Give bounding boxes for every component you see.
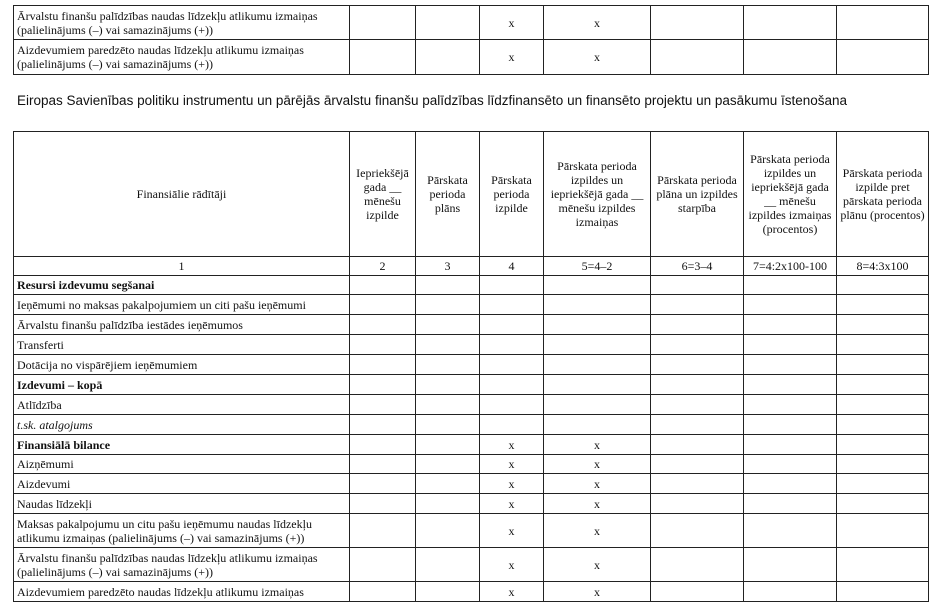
table-row	[14, 355, 929, 375]
cell-col-5	[544, 315, 651, 335]
cell-col-5	[544, 295, 651, 315]
empty-cell	[744, 295, 837, 315]
empty-cell	[837, 355, 929, 375]
empty-cell	[651, 40, 744, 75]
empty-cell	[744, 6, 837, 40]
column-number-row	[14, 257, 929, 276]
table-row	[14, 375, 929, 395]
empty-cell	[416, 435, 480, 455]
cell-col-4	[480, 295, 544, 315]
empty-cell	[837, 40, 929, 75]
cell-col-5	[544, 375, 651, 395]
empty-cell	[350, 494, 416, 514]
cell-col-5: x	[544, 6, 651, 40]
row-label: Maksas pakalpojumu un citu pašu ieņēmumu naudas līdzekļu atlikumu izmaiņas (palielinājums (–) vai samazinājums (+))	[14, 514, 350, 548]
table-row	[14, 548, 929, 582]
empty-cell	[651, 6, 744, 40]
empty-cell	[837, 6, 929, 40]
empty-cell	[350, 315, 416, 335]
section-heading: Eiropas Savienības politiku instrumentu un pārējās ārvalstu finanšu palīdzības līdzfinansēto un finansēto projektu un pasākumu īstenošana	[17, 93, 848, 108]
cell-col-4: x	[480, 514, 544, 548]
empty-cell	[651, 435, 744, 455]
empty-cell	[416, 6, 480, 40]
empty-cell	[651, 315, 744, 335]
row-label: Resursi izdevumu segšanai	[14, 276, 350, 295]
cell-col-5	[544, 415, 651, 435]
empty-cell	[416, 474, 480, 494]
empty-cell	[837, 395, 929, 415]
cell-col-4: x	[480, 40, 544, 75]
empty-cell	[837, 276, 929, 295]
empty-cell	[837, 295, 929, 315]
column-number: 7=4:2x100-100	[744, 257, 837, 276]
cell-col-5: x	[544, 514, 651, 548]
empty-cell	[651, 395, 744, 415]
cell-col-5	[544, 335, 651, 355]
empty-cell	[350, 375, 416, 395]
empty-cell	[416, 355, 480, 375]
cell-col-4	[480, 335, 544, 355]
empty-cell	[416, 40, 480, 75]
cell-col-4: x	[480, 582, 544, 602]
cell-col-5: x	[544, 582, 651, 602]
empty-cell	[837, 548, 929, 582]
empty-cell	[837, 375, 929, 395]
empty-cell	[651, 494, 744, 514]
header-col-5: Pārskata perioda izpildes un iepriekšējā gada __ mēnešu izpildes izmaiņas	[544, 132, 651, 257]
cell-col-4: x	[480, 494, 544, 514]
cell-col-4: x	[480, 455, 544, 474]
empty-cell	[416, 315, 480, 335]
empty-cell	[744, 548, 837, 582]
empty-cell	[350, 582, 416, 602]
empty-cell	[837, 514, 929, 548]
table-row	[14, 582, 929, 602]
cell-col-5: x	[544, 548, 651, 582]
cell-col-4	[480, 315, 544, 335]
empty-cell	[416, 375, 480, 395]
table-row	[14, 415, 929, 435]
column-number: 3	[416, 257, 480, 276]
empty-cell	[651, 355, 744, 375]
table-row	[14, 395, 929, 415]
financial-indicators-table	[13, 131, 929, 602]
empty-cell	[350, 355, 416, 375]
empty-cell	[837, 582, 929, 602]
empty-cell	[651, 295, 744, 315]
empty-cell	[837, 474, 929, 494]
top-table	[13, 5, 929, 75]
empty-cell	[350, 415, 416, 435]
column-number: 1	[14, 257, 350, 276]
empty-cell	[744, 415, 837, 435]
cell-col-5: x	[544, 435, 651, 455]
empty-cell	[651, 276, 744, 295]
column-number: 4	[480, 257, 544, 276]
cell-col-5: x	[544, 455, 651, 474]
empty-cell	[651, 415, 744, 435]
empty-cell	[837, 335, 929, 355]
table-row	[14, 455, 929, 474]
row-label: Aizdevumiem paredzēto naudas līdzekļu atlikumu izmaiņas	[14, 582, 350, 602]
empty-cell	[744, 494, 837, 514]
empty-cell	[350, 295, 416, 315]
table-row	[14, 40, 929, 75]
cell-col-4: x	[480, 6, 544, 40]
empty-cell	[837, 455, 929, 474]
empty-cell	[744, 355, 837, 375]
empty-cell	[744, 582, 837, 602]
empty-cell	[837, 435, 929, 455]
empty-cell	[416, 276, 480, 295]
row-label: Ārvalstu finanšu palīdzības naudas līdzekļu atlikumu izmaiņas (palielinājums (–) vai samazinājums (+))	[14, 6, 350, 40]
table-row	[14, 435, 929, 455]
empty-cell	[350, 548, 416, 582]
empty-cell	[350, 276, 416, 295]
empty-cell	[744, 514, 837, 548]
header-col-8: Pārskata perioda izpilde pret pārskata perioda plānu (procentos)	[837, 132, 929, 257]
header-col-2: Iepriekšējā gada __ mēnešu izpilde	[350, 132, 416, 257]
column-number: 6=3–4	[651, 257, 744, 276]
empty-cell	[350, 455, 416, 474]
cell-col-4	[480, 415, 544, 435]
empty-cell	[744, 474, 837, 494]
row-label: Aizdevumi	[14, 474, 350, 494]
row-label: Izdevumi – kopā	[14, 375, 350, 395]
empty-cell	[350, 335, 416, 355]
empty-cell	[350, 514, 416, 548]
empty-cell	[837, 415, 929, 435]
column-number: 2	[350, 257, 416, 276]
row-label: Aizņēmumi	[14, 455, 350, 474]
empty-cell	[416, 415, 480, 435]
row-label: Naudas līdzekļi	[14, 494, 350, 514]
empty-cell	[350, 6, 416, 40]
empty-cell	[837, 494, 929, 514]
row-label: Atlīdzība	[14, 395, 350, 415]
empty-cell	[651, 548, 744, 582]
cell-col-4: x	[480, 435, 544, 455]
row-label: Dotācija no vispārējiem ieņēmumiem	[14, 355, 350, 375]
empty-cell	[744, 40, 837, 75]
empty-cell	[837, 315, 929, 335]
row-label: Finansiālā bilance	[14, 435, 350, 455]
empty-cell	[350, 40, 416, 75]
cell-col-4	[480, 276, 544, 295]
row-label: Ārvalstu finanšu palīdzības naudas līdzekļu atlikumu izmaiņas (palielinājums (–) vai samazinājums (+))	[14, 548, 350, 582]
column-number: 5=4–2	[544, 257, 651, 276]
empty-cell	[350, 395, 416, 415]
empty-cell	[744, 435, 837, 455]
empty-cell	[416, 395, 480, 415]
cell-col-4: x	[480, 548, 544, 582]
column-number: 8=4:3x100	[837, 257, 929, 276]
empty-cell	[744, 455, 837, 474]
empty-cell	[744, 375, 837, 395]
row-label: Transferti	[14, 335, 350, 355]
empty-cell	[744, 315, 837, 335]
cell-col-5: x	[544, 494, 651, 514]
empty-cell	[651, 474, 744, 494]
empty-cell	[651, 375, 744, 395]
row-label: Ārvalstu finanšu palīdzība iestādes ieņēmumos	[14, 315, 350, 335]
empty-cell	[416, 335, 480, 355]
row-label: Ieņēmumi no maksas pakalpojumiem un citi pašu ieņēmumi	[14, 295, 350, 315]
header-col-4: Pārskata perioda izpilde	[480, 132, 544, 257]
cell-col-5	[544, 276, 651, 295]
table-row	[14, 315, 929, 335]
header-col-3: Pārskata perioda plāns	[416, 132, 480, 257]
empty-cell	[651, 582, 744, 602]
table-row	[14, 295, 929, 315]
header-col-1: Finansiālie rādītāji	[14, 132, 350, 257]
header-row	[14, 132, 929, 257]
empty-cell	[416, 582, 480, 602]
cell-col-4: x	[480, 474, 544, 494]
empty-cell	[416, 514, 480, 548]
empty-cell	[350, 474, 416, 494]
header-col-6: Pārskata perioda plāna un izpildes starpība	[651, 132, 744, 257]
table-row	[14, 335, 929, 355]
table-row	[14, 474, 929, 494]
row-label: t.sk. atalgojums	[14, 415, 350, 435]
empty-cell	[416, 295, 480, 315]
empty-cell	[350, 435, 416, 455]
cell-col-5	[544, 355, 651, 375]
empty-cell	[744, 395, 837, 415]
cell-col-4	[480, 375, 544, 395]
empty-cell	[416, 494, 480, 514]
cell-col-5	[544, 395, 651, 415]
cell-col-5: x	[544, 474, 651, 494]
empty-cell	[651, 335, 744, 355]
table-row	[14, 514, 929, 548]
table-row	[14, 6, 929, 40]
cell-col-4	[480, 395, 544, 415]
empty-cell	[744, 276, 837, 295]
empty-cell	[744, 335, 837, 355]
row-label: Aizdevumiem paredzēto naudas līdzekļu atlikumu izmaiņas (palielinājums (–) vai samazinājums (+))	[14, 40, 350, 75]
table-row	[14, 494, 929, 514]
empty-cell	[651, 455, 744, 474]
empty-cell	[416, 455, 480, 474]
table-row	[14, 276, 929, 295]
header-col-7: Pārskata perioda izpildes un iepriekšējā gada __ mēnešu izpildes izmaiņas (procentos)	[744, 132, 837, 257]
cell-col-5: x	[544, 40, 651, 75]
empty-cell	[651, 514, 744, 548]
empty-cell	[416, 548, 480, 582]
cell-col-4	[480, 355, 544, 375]
